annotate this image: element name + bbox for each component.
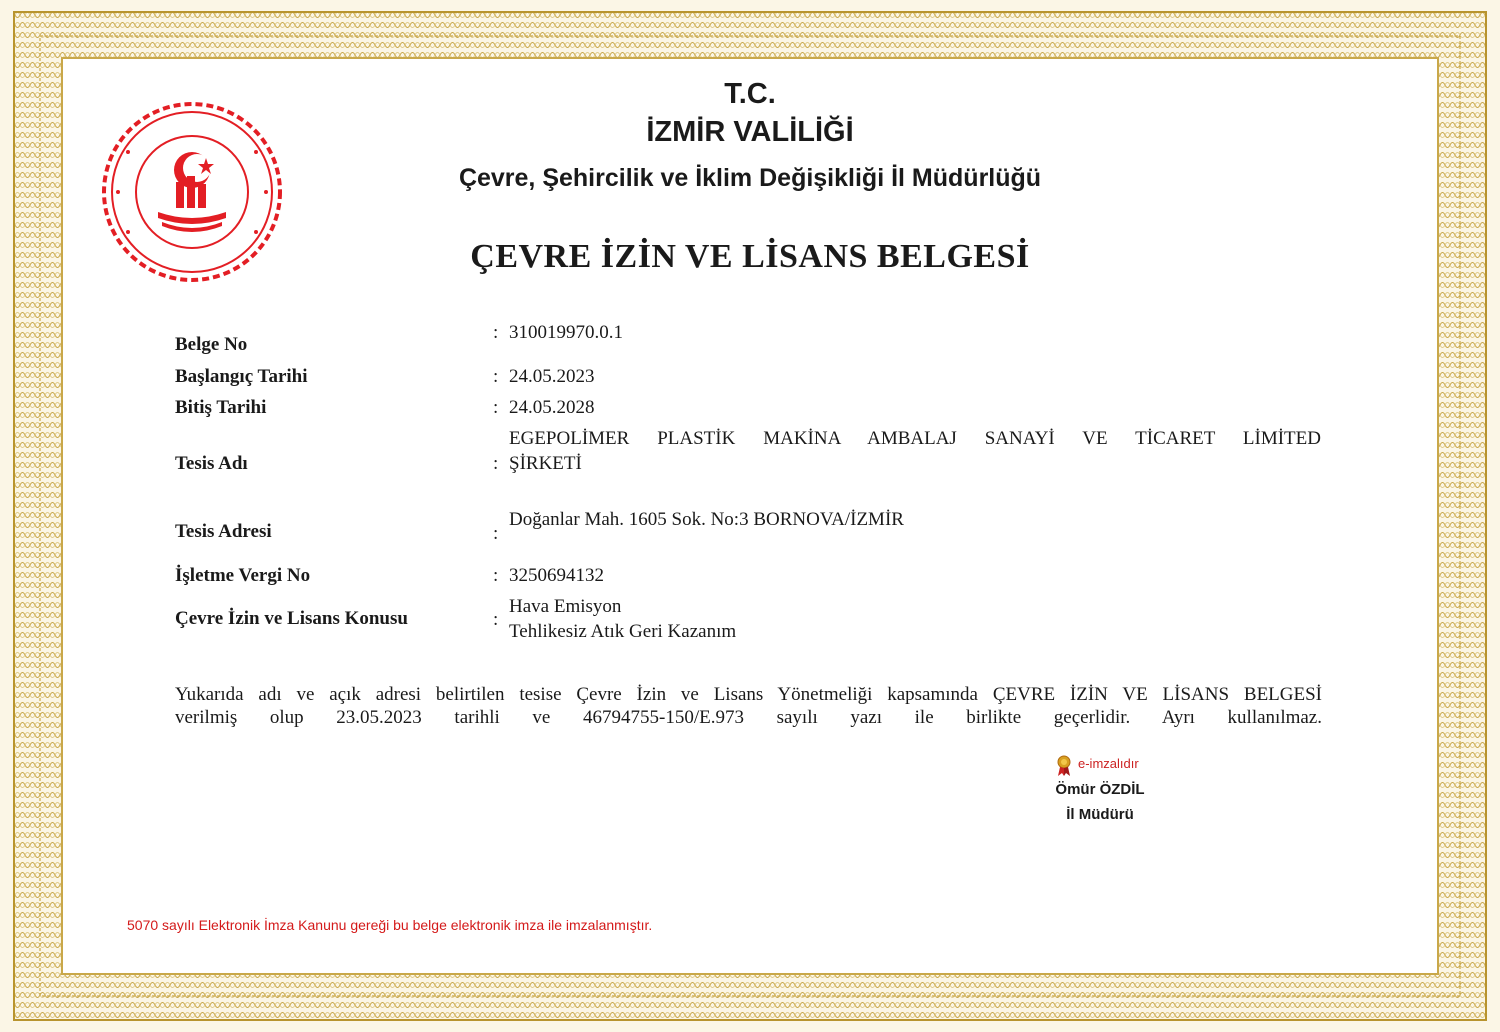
label-vergi-no: İşletme Vergi No bbox=[175, 565, 311, 586]
colon: : bbox=[493, 565, 499, 586]
value-tesis-adresi: Doğanlar Mah. 1605 Sok. No:3 BORNOVA/İZMİR bbox=[509, 509, 904, 530]
value-vergi-no: 3250694132 bbox=[509, 565, 604, 586]
colon: : bbox=[493, 397, 499, 418]
value-baslangic-tarihi: 24.05.2023 bbox=[509, 366, 595, 387]
value-tesis-adi-line2: ŞİRKETİ bbox=[509, 453, 582, 474]
e-signed-label: e-imzalıdır bbox=[1078, 756, 1139, 771]
certificate-title: ÇEVRE İZİN VE LİSANS BELGESİ bbox=[470, 238, 1030, 275]
value-izin-konusu-line2: Tehlikesiz Atık Geri Kazanım bbox=[509, 621, 737, 642]
header-tc: T.C. bbox=[724, 78, 776, 110]
value-tesis-adi-line1: EGEPOLİMER PLASTİK MAKİNA AMBALAJ SANAYİ VE TİCARET LİMİTED bbox=[509, 428, 1321, 449]
paragraph-line: Yukarıda adı ve açık adresi belirtilen tesise Çevre İzin ve Lisans Yönetmeliği kapsamında ÇEVRE İZİN VE LİSANS BELGESİ bbox=[175, 684, 1322, 705]
label-tesis-adi: Tesis Adı bbox=[175, 453, 248, 474]
signer-name: Ömür ÖZDİL bbox=[1055, 781, 1145, 798]
colon: : bbox=[493, 322, 499, 343]
value-izin-konusu-line1: Hava Emisyon bbox=[509, 596, 622, 617]
label-baslangic-tarihi: Başlangıç Tarihi bbox=[175, 366, 308, 387]
label-tesis-adresi: Tesis Adresi bbox=[175, 521, 272, 542]
validity-paragraph bbox=[175, 683, 1322, 729]
colon: : bbox=[493, 609, 499, 630]
label-bitis-tarihi: Bitiş Tarihi bbox=[175, 397, 267, 418]
value-bitis-tarihi: 24.05.2028 bbox=[509, 397, 595, 418]
header-governorship: İZMİR VALİLİĞİ bbox=[646, 116, 854, 148]
colon: : bbox=[493, 523, 499, 544]
colon: : bbox=[493, 366, 499, 387]
paragraph-line: verilmiş olup 23.05.2023 tarihli ve 46794755-150/E.973 sayılı yazı ile birlikte geçerlidir. Ayrı kullanılmaz. bbox=[175, 707, 1322, 728]
value-belge-no: 310019970.0.1 bbox=[509, 322, 623, 343]
header-directorate: Çevre, Şehircilik ve İklim Değişikliği İl Müdürlüğü bbox=[458, 164, 1042, 192]
label-belge-no: Belge No bbox=[175, 334, 248, 355]
signer-title: İl Müdürü bbox=[1066, 806, 1134, 823]
colon: : bbox=[493, 453, 499, 474]
footer-e-signature-note: 5070 sayılı Elektronik İmza Kanunu gereği bu belge elektronik imza ile imzalanmıştır. bbox=[127, 917, 653, 933]
e-signature-ribbon-icon bbox=[1055, 755, 1073, 777]
label-izin-konusu: Çevre İzin ve Lisans Konusu bbox=[175, 608, 408, 629]
